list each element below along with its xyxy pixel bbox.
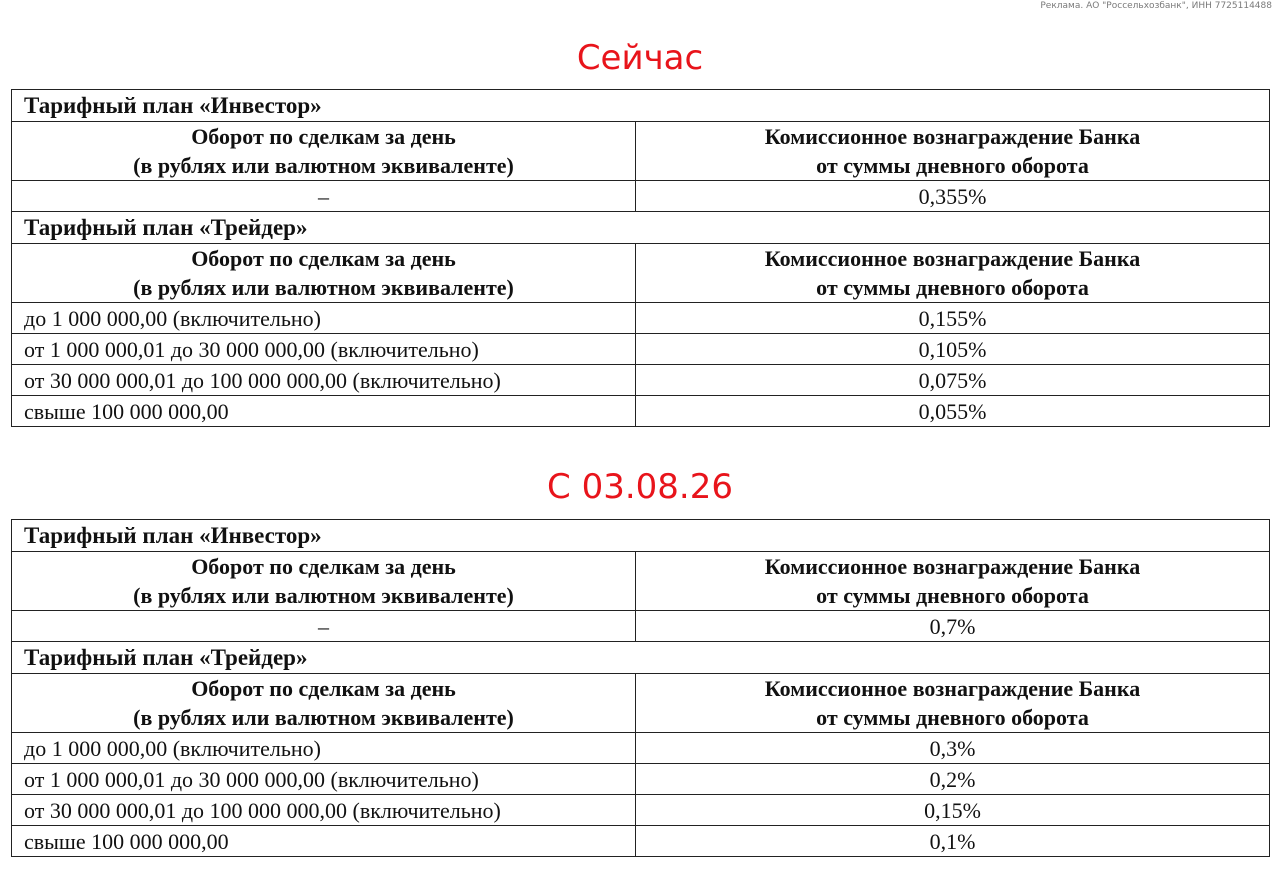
fee-cell: 0,15% (636, 795, 1270, 826)
turnover-header-line2: (в рублях или валютном эквиваленте) (133, 705, 514, 730)
fee-header-line1: Комиссионное вознаграждение Банка (764, 676, 1141, 701)
fee-header-line1: Комиссионное вознаграждение Банка (764, 124, 1141, 149)
tariff-table-future (11, 519, 1270, 857)
turnover-range-cell: от 1 000 000,01 до 30 000 000,00 (включительно) (12, 764, 636, 795)
column-header-row (12, 244, 1270, 303)
fee-header (636, 244, 1270, 303)
fee-header (636, 552, 1270, 611)
investor-plan-row (12, 90, 1270, 122)
trader-plan-row (12, 212, 1270, 244)
turnover-range-cell: от 30 000 000,01 до 100 000 000,00 (включительно) (12, 365, 636, 396)
turnover-range-cell: свыше 100 000 000,00 (12, 826, 636, 857)
turnover-header (12, 244, 636, 303)
turnover-range-cell: до 1 000 000,00 (включительно) (12, 733, 636, 764)
table-row (12, 764, 1270, 795)
table-row (12, 733, 1270, 764)
turnover-range-cell: от 1 000 000,01 до 30 000 000,00 (включительно) (12, 334, 636, 365)
section-title-now: Сейчас (576, 38, 704, 78)
turnover-header-line1: Оборот по сделкам за день (191, 246, 456, 271)
investor-plan-row (12, 520, 1270, 552)
fee-header-line2: от суммы дневного оборота (816, 153, 1089, 178)
fee-cell: 0,075% (636, 365, 1270, 396)
fee-header (636, 122, 1270, 181)
fee-cell: 0,055% (636, 396, 1270, 427)
turnover-range-cell: до 1 000 000,00 (включительно) (12, 303, 636, 334)
table-row (12, 334, 1270, 365)
turnover-range-cell: от 30 000 000,01 до 100 000 000,00 (включительно) (12, 795, 636, 826)
plan-title-trader: Тарифный план «Трейдер» (12, 212, 1270, 244)
fee-header-line1: Комиссионное вознаграждение Банка (764, 246, 1141, 271)
column-header-row (12, 122, 1270, 181)
section-title-future: С 03.08.26 (547, 467, 733, 507)
turnover-header-line1: Оборот по сделкам за день (191, 554, 456, 579)
column-header-row (12, 552, 1270, 611)
table-row (12, 181, 1270, 212)
plan-title-investor: Тарифный план «Инвестор» (12, 520, 1270, 552)
plan-title-investor: Тарифный план «Инвестор» (12, 90, 1270, 122)
column-header-row (12, 674, 1270, 733)
ad-disclaimer: Реклама. АО "Россельхозбанк", ИНН 7725114488 (1040, 1, 1272, 11)
turnover-header (12, 674, 636, 733)
fee-cell: 0,2% (636, 764, 1270, 795)
fee-header (636, 674, 1270, 733)
turnover-range-cell: свыше 100 000 000,00 (12, 396, 636, 427)
fee-cell: 0,155% (636, 303, 1270, 334)
turnover-cell: – (12, 181, 636, 212)
fee-cell: 0,7% (636, 611, 1270, 642)
turnover-header-line2: (в рублях или валютном эквиваленте) (133, 275, 514, 300)
turnover-cell: – (12, 611, 636, 642)
plan-title-trader: Тарифный план «Трейдер» (12, 642, 1270, 674)
table-row (12, 396, 1270, 427)
table-row (12, 611, 1270, 642)
tariff-table-now (11, 89, 1270, 427)
fee-cell: 0,1% (636, 826, 1270, 857)
fee-cell: 0,3% (636, 733, 1270, 764)
table-row (12, 826, 1270, 857)
turnover-header-line2: (в рублях или валютном эквиваленте) (133, 153, 514, 178)
turnover-header-line1: Оборот по сделкам за день (191, 676, 456, 701)
table-row (12, 303, 1270, 334)
fee-header-line1: Комиссионное вознаграждение Банка (764, 554, 1141, 579)
table-row (12, 365, 1270, 396)
turnover-header-line1: Оборот по сделкам за день (191, 124, 456, 149)
fee-header-line2: от суммы дневного оборота (816, 705, 1089, 730)
fee-header-line2: от суммы дневного оборота (816, 583, 1089, 608)
fee-cell: 0,105% (636, 334, 1270, 365)
fee-cell: 0,355% (636, 181, 1270, 212)
turnover-header (12, 122, 636, 181)
fee-header-line2: от суммы дневного оборота (816, 275, 1089, 300)
table-row (12, 795, 1270, 826)
trader-plan-row (12, 642, 1270, 674)
turnover-header-line2: (в рублях или валютном эквиваленте) (133, 583, 514, 608)
turnover-header (12, 552, 636, 611)
